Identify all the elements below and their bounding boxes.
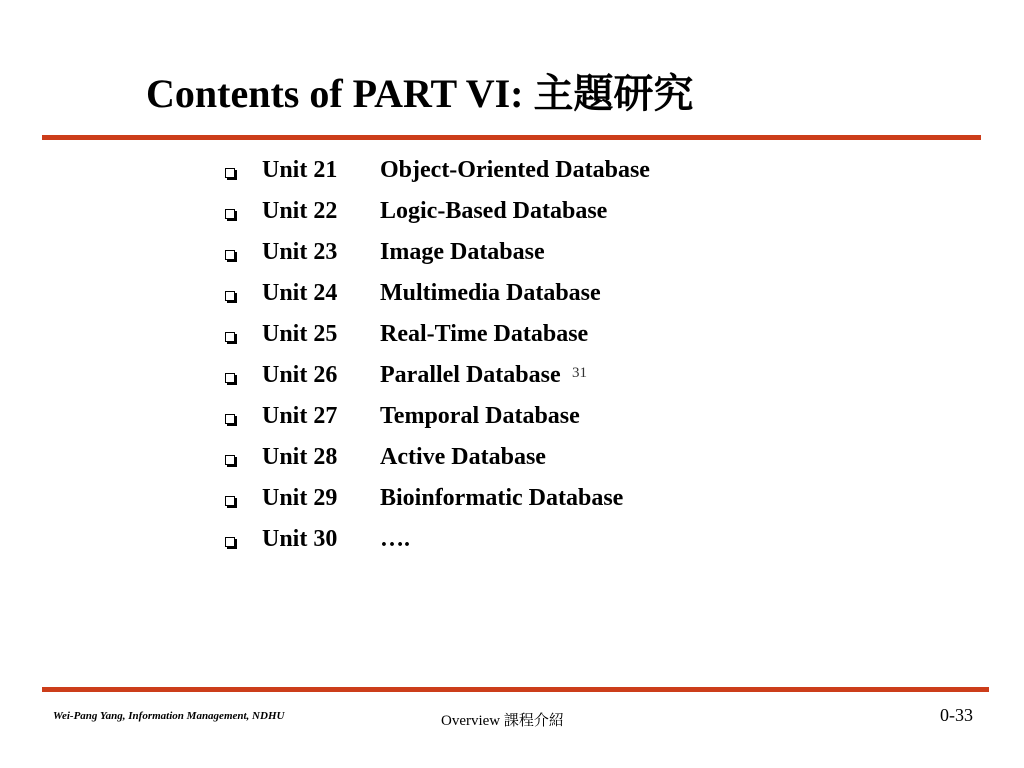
footer-section-label: Overview 課程介紹: [441, 713, 564, 729]
unit-topic: Multimedia Database: [380, 280, 601, 306]
list-item: [223, 150, 650, 191]
list-item: [223, 396, 650, 437]
square-bullet-icon: [225, 373, 235, 383]
unit-code: Unit 23: [262, 239, 338, 265]
square-bullet-icon: [225, 332, 235, 342]
list-item: [223, 191, 650, 232]
unit-topic: Object-Oriented Database: [380, 157, 650, 183]
unit-topic: Logic-Based Database: [380, 198, 608, 224]
square-bullet-icon: [225, 414, 235, 424]
square-bullet-icon: [225, 496, 235, 506]
unit-code: Unit 26: [262, 362, 338, 388]
unit-code: Unit 27: [262, 403, 338, 429]
list-item: [223, 478, 650, 519]
unit-code: Unit 28: [262, 444, 338, 470]
unit-code: Unit 22: [262, 198, 338, 224]
unit-code: Unit 24: [262, 280, 338, 306]
list-item: [223, 519, 650, 560]
footer-divider: [42, 687, 989, 692]
slide-number: 0-33: [940, 705, 973, 725]
square-bullet-icon: [225, 250, 235, 260]
unit-topic: Active Database: [380, 444, 546, 470]
unit-topic: Temporal Database: [380, 403, 580, 429]
unit-code: Unit 29: [262, 485, 338, 511]
unit-list: [223, 150, 650, 560]
unit-topic: Image Database: [380, 239, 545, 265]
unit-topic: ….: [380, 526, 410, 552]
square-bullet-icon: [225, 168, 235, 178]
list-item: [223, 437, 650, 478]
unit-topic: Real-Time Database: [380, 321, 589, 347]
square-bullet-icon: [225, 537, 235, 547]
footer-author: Wei-Pang Yang, Information Management, NDHU: [53, 710, 285, 722]
title-divider: [42, 135, 981, 140]
square-bullet-icon: [225, 209, 235, 219]
unit-code: Unit 30: [262, 526, 338, 552]
overlay-page-number: 31: [572, 365, 587, 381]
square-bullet-icon: [225, 455, 235, 465]
list-item: [223, 232, 650, 273]
unit-code: Unit 21: [262, 157, 338, 183]
list-item: [223, 273, 650, 314]
square-bullet-icon: [225, 291, 235, 301]
slide-title: Contents of PART VI: 主題研究: [146, 71, 694, 116]
unit-topic: Parallel Database: [380, 362, 561, 388]
unit-code: Unit 25: [262, 321, 338, 347]
unit-topic: Bioinformatic Database: [380, 485, 624, 511]
list-item: [223, 314, 650, 355]
